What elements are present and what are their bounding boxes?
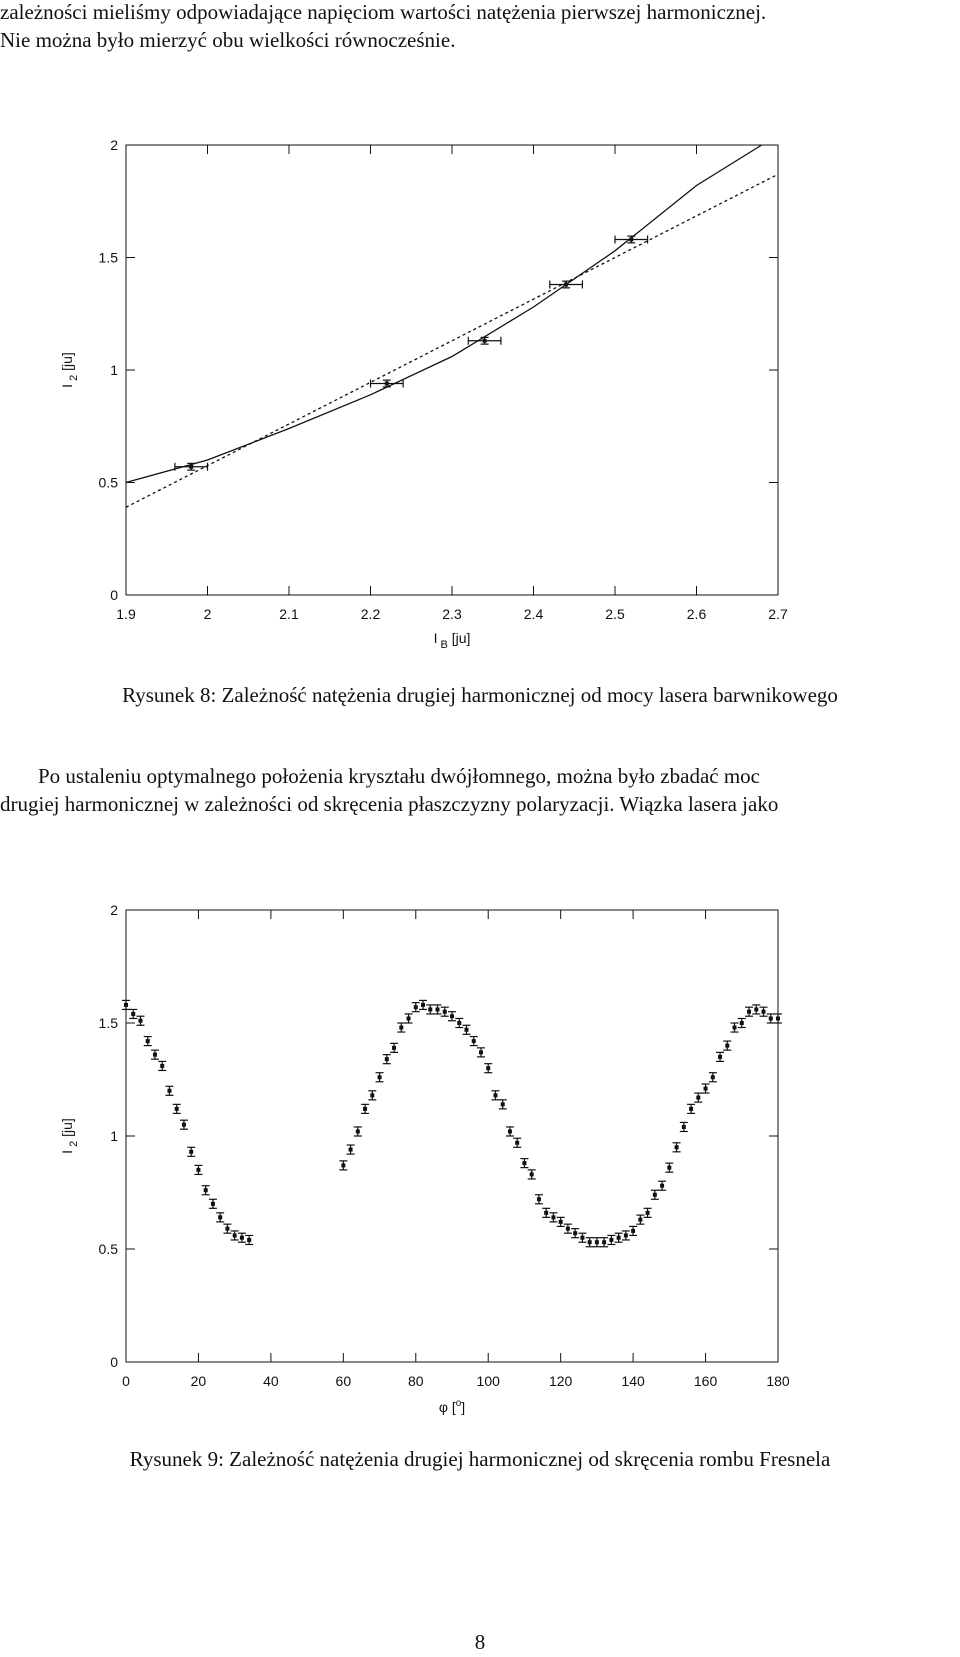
point-marker <box>356 1129 360 1133</box>
x-axis-label: I $_B$ [ju] <box>433 630 471 651</box>
point-marker <box>559 1220 563 1224</box>
x-tick-label: 1.9 <box>116 606 136 622</box>
data-point <box>549 1213 557 1222</box>
x-tick-label: 100 <box>476 1373 500 1389</box>
data-point <box>578 1233 586 1242</box>
point-marker <box>167 1089 171 1093</box>
data-point <box>622 1231 630 1240</box>
data-point <box>535 1195 543 1204</box>
data-point <box>702 1084 710 1093</box>
x-tick-label: 2.4 <box>523 606 544 622</box>
data-point <box>209 1199 217 1208</box>
data-point <box>629 1226 637 1235</box>
data-point <box>426 1005 434 1014</box>
figure-9-chart <box>0 890 960 1430</box>
point-marker <box>370 1093 374 1097</box>
x-tick-label: 2.1 <box>279 606 299 622</box>
data-point <box>658 1181 666 1190</box>
point-marker <box>501 1102 505 1106</box>
point-marker <box>421 1003 425 1007</box>
plot-frame <box>126 145 778 595</box>
data-point <box>767 1014 775 1023</box>
data-point <box>586 1238 594 1247</box>
data-point <box>687 1104 695 1113</box>
data-point <box>216 1213 224 1222</box>
point-marker <box>479 1050 483 1054</box>
y-tick-label: 0 <box>110 1354 118 1370</box>
plot-frame <box>126 910 778 1362</box>
y-axis-label: I $_2$ [ju] <box>59 352 80 388</box>
point-marker <box>530 1172 534 1176</box>
data-point <box>151 1050 159 1059</box>
point-marker <box>573 1231 577 1235</box>
data-point <box>397 1023 405 1032</box>
data-point <box>180 1120 188 1129</box>
data-point <box>136 1016 144 1025</box>
point-marker <box>689 1107 693 1111</box>
data-point <box>607 1235 615 1244</box>
data-point <box>636 1215 644 1224</box>
y-tick-label: 0 <box>110 587 118 603</box>
point-marker <box>443 1010 447 1014</box>
data-point <box>673 1143 681 1152</box>
data-point <box>760 1007 768 1016</box>
point-marker <box>414 1005 418 1009</box>
figure-9-caption: Rysunek 9: Zależność natężenia drugiej harmonicznej od skręcenia rombu Fresnela <box>129 1447 831 1471</box>
data-point <box>615 1233 623 1242</box>
data-point <box>361 1104 369 1113</box>
data-point <box>462 1025 470 1034</box>
point-marker <box>450 1014 454 1018</box>
point-marker <box>660 1184 664 1188</box>
point-marker <box>629 238 633 242</box>
data-point <box>448 1012 456 1021</box>
point-marker <box>464 1028 468 1032</box>
data-point <box>680 1122 688 1131</box>
text-line: drugiej harmonicznej w zależności od skręcenia płaszczyzny polaryzacji. Wiązka lasera jako <box>0 792 779 816</box>
point-marker <box>124 1003 128 1007</box>
data-point <box>245 1235 253 1244</box>
data-point <box>716 1052 724 1061</box>
point-marker <box>486 1066 490 1070</box>
data-point <box>390 1043 398 1052</box>
point-marker <box>378 1075 382 1079</box>
point-marker <box>508 1129 512 1133</box>
data-point <box>651 1190 659 1199</box>
point-marker <box>189 1150 193 1154</box>
point-marker <box>153 1053 157 1057</box>
data-point <box>223 1224 231 1233</box>
point-marker <box>522 1161 526 1165</box>
point-marker <box>653 1193 657 1197</box>
data-point <box>513 1138 521 1147</box>
point-marker <box>240 1236 244 1240</box>
data-point <box>376 1073 384 1082</box>
page-number: 8 <box>474 1630 486 1654</box>
point-marker <box>211 1202 215 1206</box>
point-marker <box>515 1141 519 1145</box>
data-point <box>709 1073 717 1082</box>
point-marker <box>566 1227 570 1231</box>
data-point <box>129 1009 137 1018</box>
data-point <box>665 1163 673 1172</box>
x-tick-label: 2.7 <box>768 606 788 622</box>
point-marker <box>457 1021 461 1025</box>
x-tick-label: 20 <box>190 1373 207 1389</box>
point-marker <box>762 1010 766 1014</box>
point-marker <box>537 1197 541 1201</box>
point-marker <box>733 1026 737 1030</box>
point-marker <box>588 1240 592 1244</box>
data-point <box>731 1023 739 1032</box>
data-point <box>238 1233 246 1242</box>
point-marker <box>399 1026 403 1030</box>
data-point <box>405 1014 413 1023</box>
x-tick-label: 0 <box>122 1373 130 1389</box>
point-marker <box>363 1107 367 1111</box>
point-marker <box>138 1019 142 1023</box>
x-tick-label: 2 <box>203 606 212 622</box>
point-marker <box>233 1233 237 1237</box>
data-point <box>600 1238 608 1247</box>
point-marker <box>696 1096 700 1100</box>
data-point <box>738 1018 746 1027</box>
data-point <box>122 1000 130 1009</box>
point-marker <box>725 1044 729 1048</box>
data-point <box>694 1093 702 1102</box>
x-axis-label: φ [$^o$] <box>438 1398 466 1415</box>
point-marker <box>624 1233 628 1237</box>
text-line: Nie można było mierzyć obu wielkości równocześnie. <box>0 28 456 52</box>
fit-line <box>126 174 778 507</box>
data-point <box>368 1091 376 1100</box>
data-point <box>506 1127 514 1136</box>
data-point <box>520 1159 528 1168</box>
point-marker <box>551 1215 555 1219</box>
data-point <box>455 1018 463 1027</box>
point-marker <box>392 1046 396 1050</box>
data-point <box>158 1061 166 1070</box>
x-tick-label: 2.2 <box>360 606 381 622</box>
point-marker <box>595 1240 599 1244</box>
fit-curve <box>126 145 762 483</box>
point-marker <box>646 1211 650 1215</box>
point-marker <box>428 1007 432 1011</box>
point-marker <box>189 465 193 469</box>
point-marker <box>131 1012 135 1016</box>
point-marker <box>204 1188 208 1192</box>
figure-8-caption: Rysunek 8: Zależność natężenia drugiej harmonicznej od mocy lasera barwnikowego <box>122 683 838 707</box>
data-point <box>528 1170 536 1179</box>
point-marker <box>754 1007 758 1011</box>
y-tick-label: 1 <box>110 1128 118 1144</box>
data-point <box>194 1165 202 1174</box>
point-marker <box>602 1240 606 1244</box>
data-point <box>774 1014 782 1023</box>
data-point <box>434 1005 442 1014</box>
x-tick-label: 60 <box>335 1373 352 1389</box>
point-marker <box>483 339 487 343</box>
data-point <box>383 1055 391 1064</box>
data-point <box>412 1003 420 1012</box>
y-tick-label: 0.5 <box>98 1241 118 1257</box>
data-point <box>499 1100 507 1109</box>
point-marker <box>385 1057 389 1061</box>
data-point <box>175 463 208 471</box>
data-point <box>371 380 404 388</box>
data-point <box>564 1224 572 1233</box>
data-point <box>202 1186 210 1195</box>
data-point <box>144 1037 152 1046</box>
data-point <box>723 1041 731 1050</box>
x-tick-label: 180 <box>766 1373 790 1389</box>
data-point <box>354 1127 362 1136</box>
data-point <box>571 1229 579 1238</box>
y-tick-label: 1.5 <box>98 249 118 266</box>
data-point <box>339 1161 347 1170</box>
point-marker <box>407 1016 411 1020</box>
text-line: Po ustaleniu optymalnego położenia kryształu dwójłomnego, można było zbadać moc <box>38 764 760 788</box>
point-marker <box>182 1123 186 1127</box>
point-marker <box>472 1039 476 1043</box>
x-tick-label: 160 <box>693 1373 718 1389</box>
point-marker <box>225 1227 229 1231</box>
point-marker <box>682 1125 686 1129</box>
point-marker <box>160 1064 164 1068</box>
point-marker <box>493 1093 497 1097</box>
data-point <box>644 1208 652 1217</box>
data-point <box>419 1000 427 1009</box>
point-marker <box>609 1238 613 1242</box>
point-marker <box>544 1211 548 1215</box>
data-point <box>745 1007 753 1016</box>
point-marker <box>740 1021 744 1025</box>
x-tick-label: 80 <box>407 1373 424 1389</box>
point-marker <box>218 1215 222 1219</box>
x-tick-label: 2.6 <box>686 606 707 622</box>
point-marker <box>341 1163 345 1167</box>
point-marker <box>146 1039 150 1043</box>
point-marker <box>580 1236 584 1240</box>
y-tick-label: 2 <box>110 902 118 918</box>
data-point <box>593 1238 601 1247</box>
point-marker <box>718 1055 722 1059</box>
data-point <box>752 1005 760 1014</box>
point-marker <box>776 1016 780 1020</box>
x-tick-label: 2.3 <box>442 606 462 622</box>
point-marker <box>564 283 568 287</box>
data-point <box>491 1091 499 1100</box>
text-line: zależności mieliśmy odpowiadające napięciom wartości natężenia pierwszej harmonicznej. <box>0 0 767 24</box>
point-marker <box>196 1168 200 1172</box>
x-tick-label: 140 <box>621 1373 645 1389</box>
y-tick-label: 2 <box>110 137 118 153</box>
figure-8-chart <box>0 120 960 660</box>
data-point <box>542 1208 550 1217</box>
data-point <box>231 1231 239 1240</box>
point-marker <box>385 382 389 386</box>
y-tick-label: 0.5 <box>98 474 118 491</box>
point-marker <box>711 1075 715 1079</box>
point-marker <box>631 1229 635 1233</box>
data-point <box>615 236 648 244</box>
y-tick-label: 1 <box>110 362 118 378</box>
data-point <box>550 281 583 289</box>
point-marker <box>769 1016 773 1020</box>
data-point <box>347 1145 355 1154</box>
point-marker <box>747 1010 751 1014</box>
point-marker <box>667 1166 671 1170</box>
data-point <box>187 1147 195 1156</box>
data-point <box>477 1048 485 1057</box>
point-marker <box>349 1148 353 1152</box>
data-point <box>470 1037 478 1046</box>
data-point <box>165 1086 173 1095</box>
y-tick-label: 1.5 <box>98 1015 118 1031</box>
point-marker <box>638 1218 642 1222</box>
data-point <box>441 1007 449 1016</box>
point-marker <box>436 1007 440 1011</box>
data-point <box>557 1217 565 1226</box>
x-tick-label: 40 <box>263 1373 279 1389</box>
point-marker <box>617 1236 621 1240</box>
x-tick-label: 2.5 <box>605 606 625 622</box>
data-point <box>173 1104 181 1113</box>
point-marker <box>247 1238 251 1242</box>
point-marker <box>675 1145 679 1149</box>
y-axis-label: I $_2$ [ju] <box>59 1118 80 1154</box>
data-point <box>484 1064 492 1073</box>
point-marker <box>704 1087 708 1091</box>
point-marker <box>175 1107 179 1111</box>
x-tick-label: 120 <box>548 1373 573 1389</box>
